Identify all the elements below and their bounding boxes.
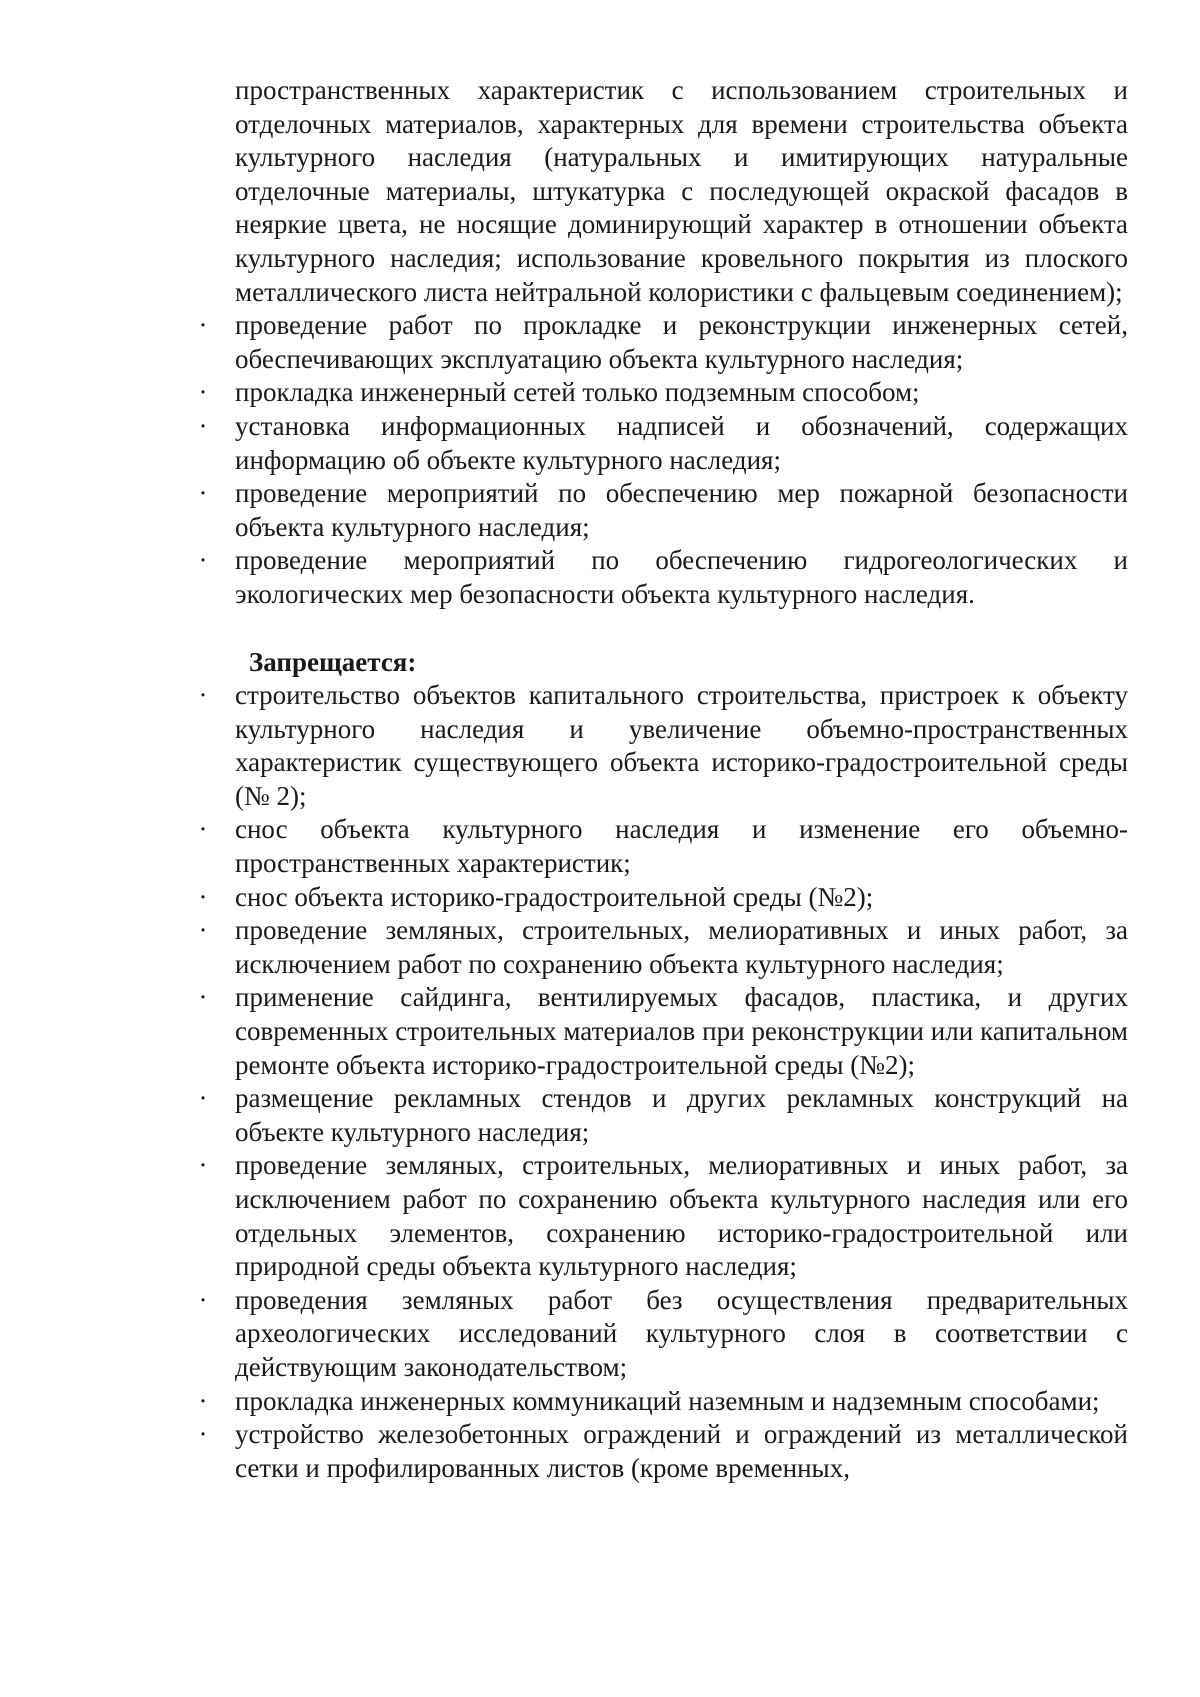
bullet-icon: · [198,1385,208,1416]
list-item-text: устройство железобетонных ограждений и ограждений из металлической сетки и профилированных листов (кроме временных, [235,1419,1128,1483]
list-item [198,813,1128,880]
bullet-icon: · [198,377,208,408]
list-item-text: установка информационных надписей и обозначений, содержащих информацию об объекте культурного наследия; [235,410,1128,475]
list-item [198,410,1128,477]
bullet-icon: · [198,1284,208,1315]
document-body [198,74,1128,1485]
prohibited-heading: Запрещается: [249,646,417,677]
bullet-icon: · [198,310,208,341]
list-item-text: проведение земляных, строительных, мелиоративных и иных работ, за исключением работ по сохранению объекта культурного наследия; [235,915,1128,979]
bullet-icon: · [198,1150,208,1181]
list-item [198,376,1128,410]
allowed-list [198,309,1128,611]
list-item [198,544,1128,611]
bullet-icon: · [198,545,208,576]
list-item-text: снос объекта культурного наследия и изменение его объемно-пространственных характеристик; [235,814,1128,879]
bullet-icon: · [198,1419,208,1450]
list-item-text: проведение мероприятий по обеспечению гидрогеологических и экологических мер безопасности объекта культурного наследия. [235,545,1128,609]
list-item-text: прокладка инженерный сетей только подземным способом; [235,377,920,408]
bullet-icon: · [198,982,208,1013]
list-item [198,914,1128,981]
bullet-icon: · [198,478,208,509]
list-item-text: проведение работ по прокладке и реконструкции инженерных сетей, обеспечивающих эксплуатацию объекта культурного наследия; [235,310,1128,374]
prohibited-list [198,679,1128,1485]
bullet-icon: · [198,915,208,946]
list-item [198,981,1128,1082]
list-item [198,1149,1128,1283]
list-item [198,1284,1128,1385]
list-item [198,309,1128,376]
list-item-text: проведение мероприятий по обеспечению мер пожарной безопасности объекта культурного наследия; [235,478,1128,542]
list-item [198,881,1128,915]
list-item-text: проведение земляных, строительных, мелиоративных и иных работ, за исключением работ по сохранению объекта культурного наследия или его отдельных элементов, сохранению историко-градостроительной или природной среды объекта культурного наследия; [235,1150,1128,1282]
bullet-icon: · [198,881,208,912]
intro-paragraph: пространственных характеристик с использованием строительных и отделочных материалов, характерных для времени строительства объекта культурного наследия (натуральных и имитирующих натуральные отделочные материалы, штукатурка с последующей окраской фасадов в неяркие цвета, не носящие доминирующий характер в отношении объекта культурного наследия; использование кровельного покрытия из плоского металлического листа нейтральной колористики с фальцевым соединением); [235,75,1128,307]
list-item-text: применение сайдинга, вентилируемых фасадов, пластика, и других современных строительных материалов при реконструкции или капитальном ремонте объекта историко-градостроительной среды (№2); [235,982,1128,1080]
list-item [198,1418,1128,1485]
bullet-icon: · [198,1083,208,1114]
list-item-text: проведения земляных работ без осуществления предварительных археологических исследований культурного слоя в соответствии с действующим законодательством; [235,1284,1128,1382]
bullet-icon: · [198,410,208,441]
list-item [198,1385,1128,1419]
list-item [198,477,1128,544]
bullet-icon: · [198,680,208,711]
bullet-icon: · [198,814,208,845]
list-item [198,1082,1128,1149]
list-item-text: размещение рекламных стендов и других рекламных конструкций на объекте культурного наследия; [235,1083,1128,1147]
list-item-text: прокладка инженерных коммуникаций наземным и надземным способами; [235,1385,1100,1416]
list-item-text: снос объекта историко-градостроительной среды (№2); [235,881,874,912]
list-item-text: строительство объектов капитального строительства, пристроек к объекту культурного наследия и увеличение объемно-пространственных характеристик существующего объекта историко-градостроительной среды (№ 2); [235,680,1128,811]
list-item [198,679,1128,813]
